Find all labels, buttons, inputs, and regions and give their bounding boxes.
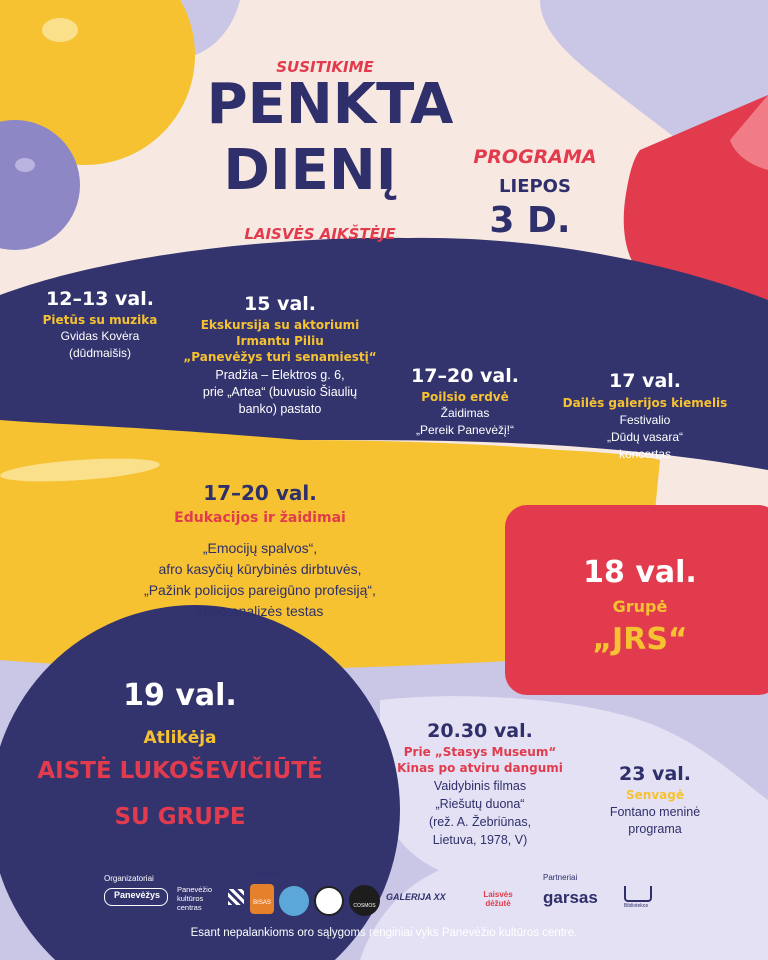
event-line: „Riešutų duona“	[435, 797, 525, 811]
event-line: Vaidybinis filmas	[433, 779, 527, 793]
event-line: Lietuva, 1978, V)	[432, 833, 528, 847]
round-logo-blue	[279, 886, 309, 916]
library-book-icon	[624, 886, 652, 902]
event-line: koncertas	[618, 447, 672, 461]
event-line: programa	[628, 822, 682, 836]
event-line: Pradžia – Elektros g. 6,	[215, 368, 345, 382]
event-time: 15 val.	[244, 293, 316, 315]
event-line: prie „Artea“ (buvusio Šiaulių	[202, 385, 358, 399]
event-time: 23 val.	[619, 763, 691, 785]
tagline-bottom: LAISVĖS AIKŠTĖJE	[244, 225, 396, 243]
programa-label: PROGRAMA	[473, 146, 597, 168]
event-line: kūno analizės testas	[196, 603, 324, 619]
event-line: Gvidas Kovėra	[60, 329, 140, 343]
event-time: 17–20 val.	[411, 365, 519, 387]
event-line: Festivalio	[619, 413, 671, 427]
cosmos-logo	[349, 885, 380, 916]
event-line: afro kasyčių kūrybinės dirbtuvės,	[158, 561, 362, 577]
event-line: „Pereik Panevėžį!“	[415, 423, 515, 437]
event-name-line2: SU GRUPE	[114, 804, 246, 830]
event-line: Fontano meninė	[609, 805, 701, 819]
cosmos-logo-text: COSMOS	[353, 903, 376, 909]
pkc-logo-text: Panevėžio kultūros centras	[177, 885, 213, 912]
library-logo-text: Bibliotekos	[623, 903, 649, 909]
event-label: Atlikėja	[143, 728, 217, 748]
bisas-logo-text: BISAS	[253, 900, 271, 906]
footer-note: Esant nepalankioms oro sąlygoms renginiai vyks Panevėžio kultūros centre.	[190, 927, 578, 939]
panevezys-logo-text: Panevėžys	[113, 890, 161, 900]
pkc-pattern-icon	[228, 889, 244, 905]
partners-label: Partneriai	[543, 873, 578, 882]
garsas-logo: garsas	[543, 888, 598, 907]
event-title: Poilsio erdvė	[421, 390, 509, 404]
laisves-dezute-logo: Laisvės dėžutė	[483, 890, 513, 908]
event-title: Edukacijos ir žaidimai	[174, 510, 346, 526]
event-line: „Emocijų spalvos“,	[202, 540, 318, 556]
event-line: „Dūdų vasara“	[606, 430, 684, 444]
month-label: LIEPOS	[499, 176, 571, 197]
event-line: (dūdmaišis)	[68, 346, 131, 360]
event-line: Žaidimas	[440, 406, 490, 420]
event-time: 17–20 val.	[203, 481, 317, 505]
event-title: „Panevėžys turi senamiestį“	[183, 350, 377, 364]
event-time: 20.30 val.	[427, 720, 533, 742]
round-logo-white	[314, 886, 344, 916]
event-title: Irmantu Piliu	[236, 334, 324, 348]
main-title-line1: PENKTA	[206, 72, 454, 137]
event-title: Kinas po atviru dangumi	[397, 761, 563, 775]
event-line: (rež. A. Žebriūnas,	[428, 815, 532, 829]
event-title: Dailės galerijos kiemelis	[562, 396, 728, 410]
event-title: Senvagė	[626, 788, 684, 802]
event-title: Prie „Stasys Museum“	[403, 745, 557, 759]
event-time: 12–13 val.	[46, 288, 154, 310]
organizers-label: Organizatoriai	[104, 874, 154, 883]
event-time: 18 val.	[583, 555, 697, 590]
event-line: banko) pastato	[238, 402, 322, 416]
sponsors-label: Rėmėjai	[253, 869, 283, 878]
bisas-logo	[250, 884, 274, 914]
event-time: 19 val.	[123, 678, 237, 713]
day-label: 3 D.	[489, 200, 571, 241]
event-line: „Pažink policijos pareigūno profesiją“,	[144, 582, 376, 598]
event-label: Grupė	[612, 597, 668, 616]
galerija-logo: GALERIJA XX	[386, 892, 446, 902]
tagline-top: SUSITIKIME	[276, 58, 374, 76]
event-title: Pietūs su muzika	[42, 313, 158, 327]
event-title: Ekskursija su aktoriumi	[200, 318, 360, 332]
event-name: „JRS“	[592, 622, 688, 657]
main-title-line2: DIENĮ	[223, 138, 397, 203]
event-time: 17 val.	[609, 370, 681, 392]
event-name-line1: AISTĖ LUKOŠEVIČIŪTĖ	[37, 758, 323, 784]
